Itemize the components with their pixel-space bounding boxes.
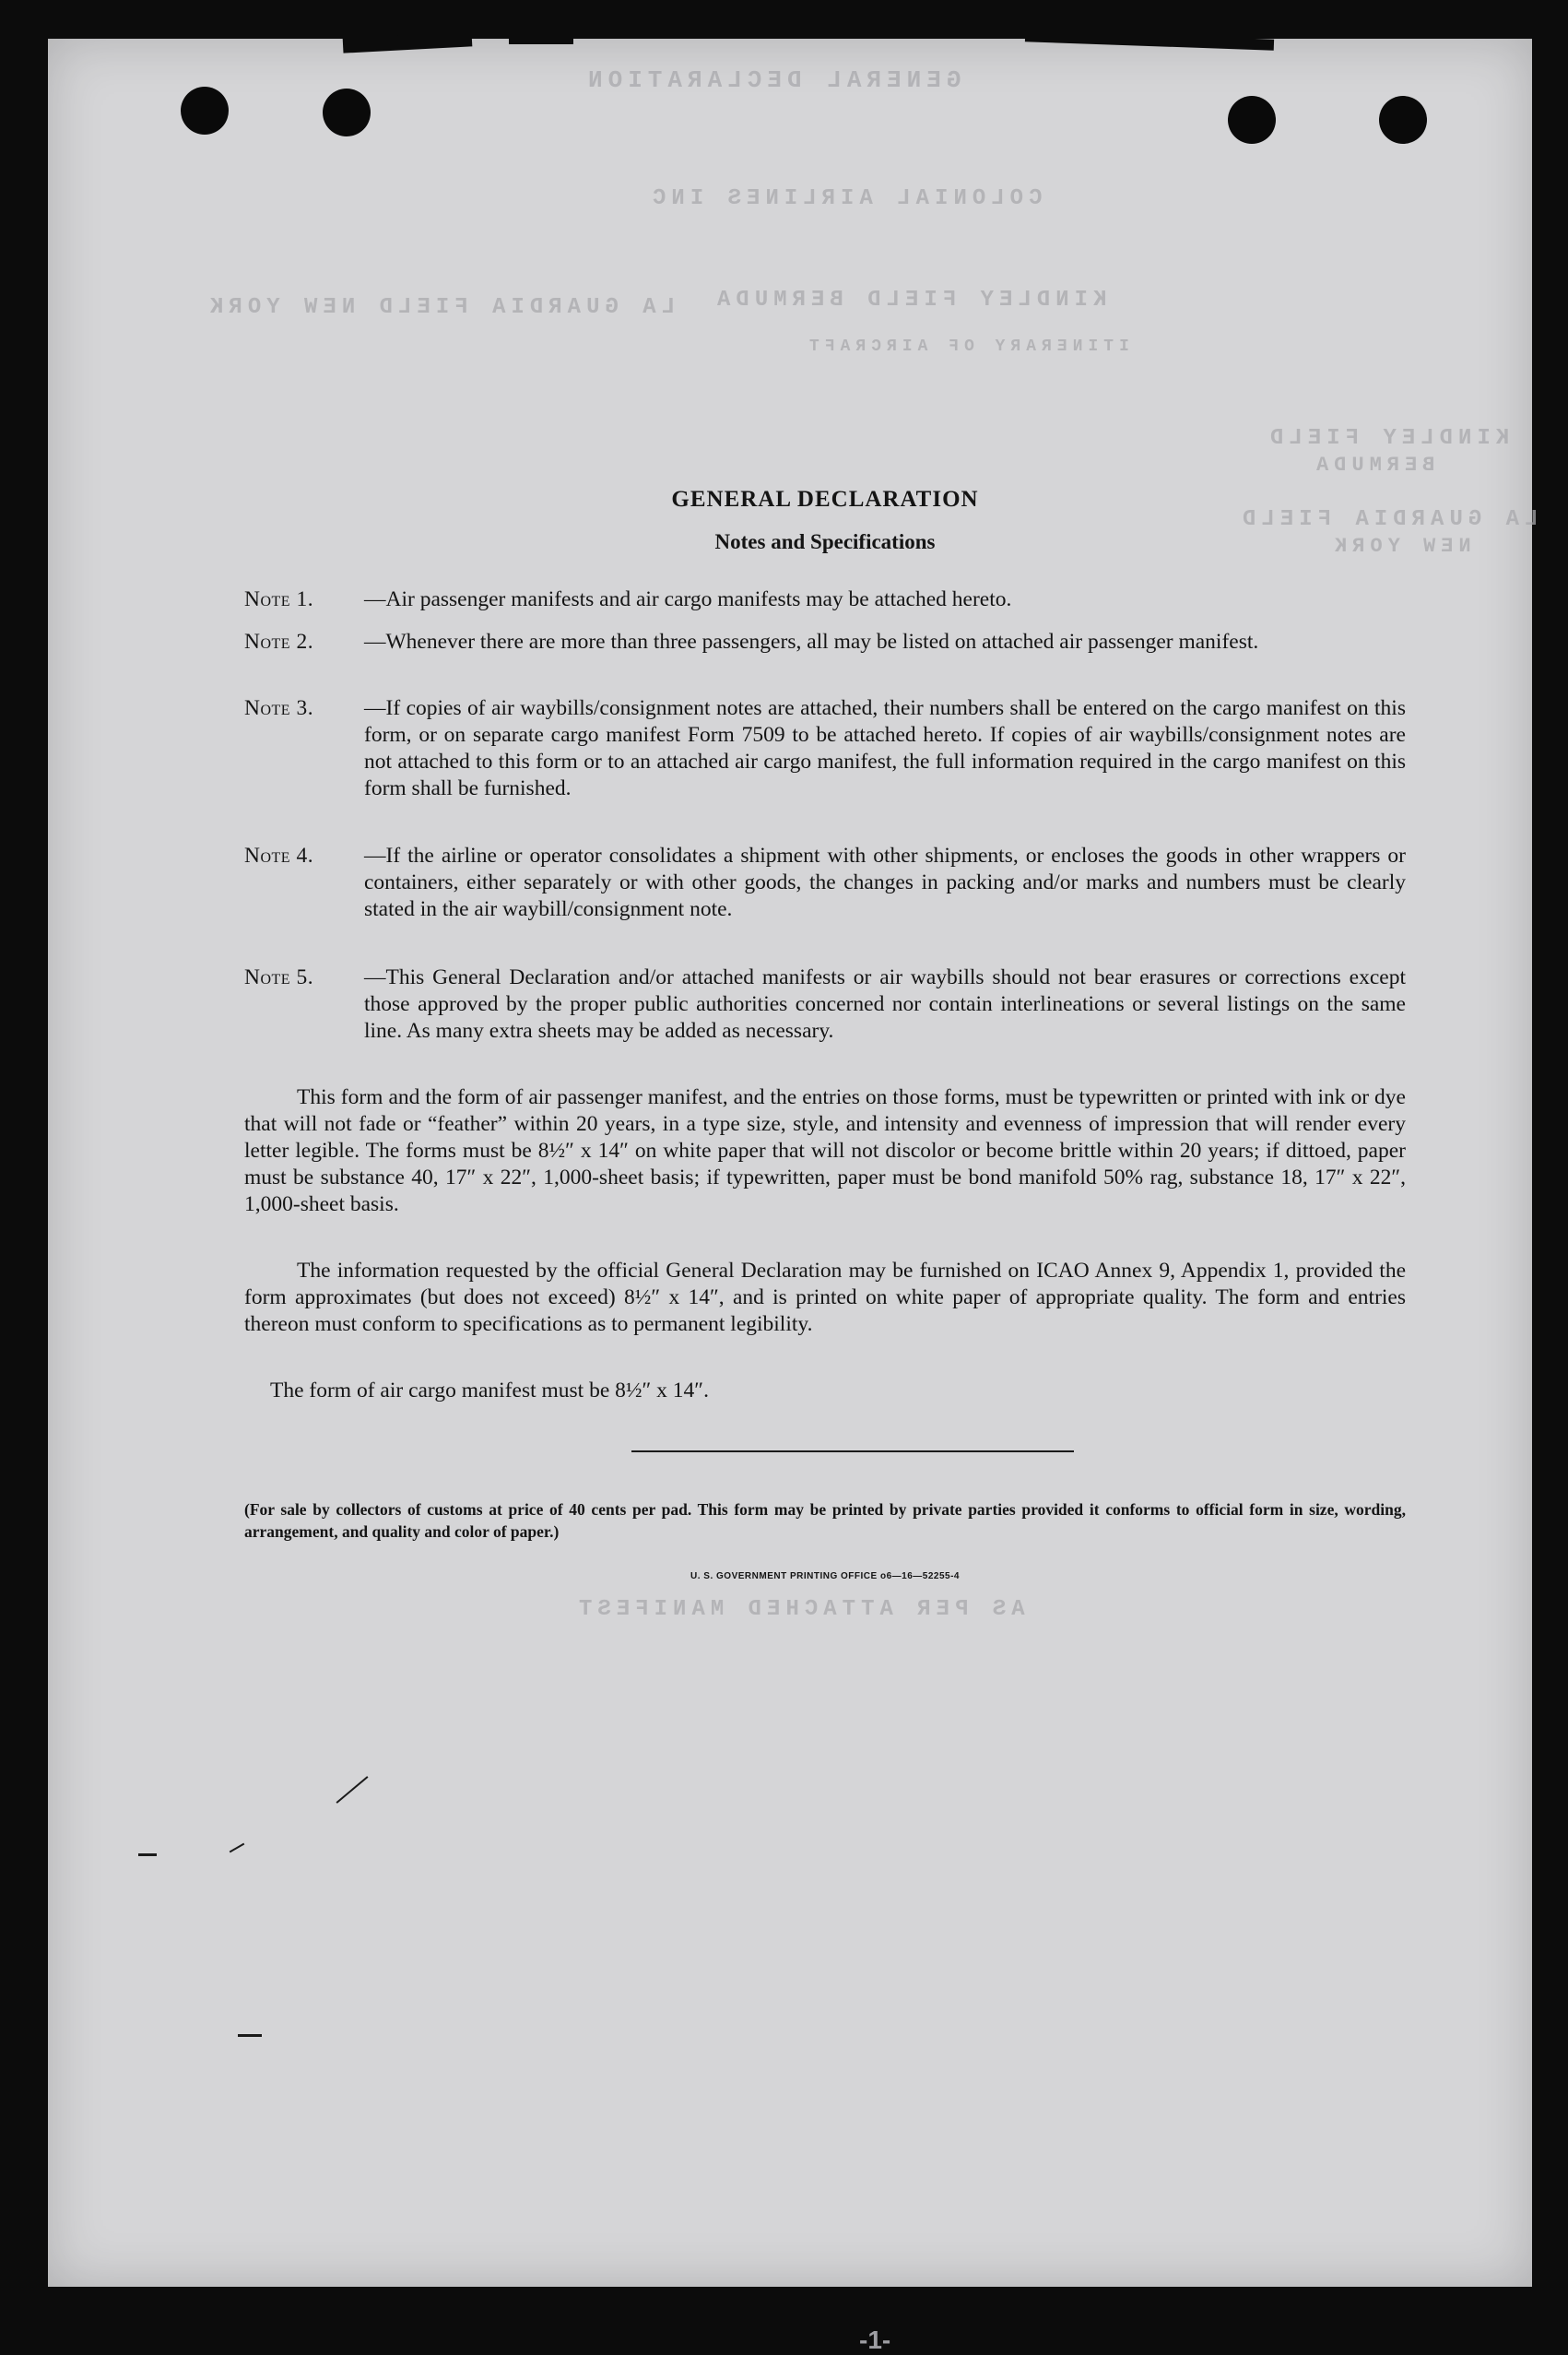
divider [631,1450,1074,1452]
show-through-airline: COLONIAL AIRLINES INC [647,186,1043,211]
show-through-origin: KINDLEY FIELD BERMUDA [712,288,1107,313]
show-through-place: NEW YORK [1329,535,1471,558]
note-text: —If copies of air waybills/consignment notes are attached, their numbers shall be entered on the cargo manifest on this form, or on separate cargo manifest Form 7509 to be attached hereto. If copies of air waybills/consignment notes are not attached to this form or to an attached air cargo manifest, the full information required in the cargo manifest on this form shall be furnished. [364,696,1406,800]
note-text: —Whenever there are more than three passengers, all may be listed on attached air passenger manifest. [364,630,1259,654]
show-through-place: KINDLEY FIELD [1265,426,1510,451]
note-label: Note 1. [244,587,314,611]
punch-hole [323,89,371,136]
pen-mark [238,2034,262,2037]
note-3 [244,695,1406,802]
punch-hole [1379,96,1427,144]
paper-spec-paragraph: This form and the form of air passenger manifest, and the entries on those forms, must be typewritten or printed with ink or dye that will not fade or “feather” within 20 years, in a type size, style, and intensity and evenness of impression that will render every letter legible. The forms must be 8½″ x 14″ on white paper that will not discolor or become brittle within 20 years; if dittoed, paper must be substance 40, 17″ x 22″, 1,000-sheet basis; if typewritten, paper must be bond manifold 50% rag, substance 18, 17″ x 22″, 1,000-sheet basis. [244,1085,1406,1216]
note-1 [244,586,1406,613]
pen-mark [138,1853,157,1856]
show-through-page-number: -1- [859,2325,891,2354]
sale-notice: (For sale by collectors of customs at price of 40 cents per pad. This form may be printed by private parties provided it conforms to official form in size, wording, arrangement, and quality and color of paper.) [244,1500,1406,1541]
note-text: —Air passenger manifests and air cargo manifests may be attached hereto. [364,587,1012,611]
note-label: Note 5. [244,965,314,989]
note-label: Note 2. [244,630,314,654]
page-subtitle: Notes and Specifications [714,530,936,553]
punch-hole [1228,96,1276,144]
cargo-manifest-paragraph: The form of air cargo manifest must be 8½″ x 14″. [270,1379,709,1402]
show-through-header: GENERAL DECLARATION [583,66,961,94]
show-through-manifest: AS PER ATTACHED MANIFEST [573,1597,1025,1622]
punch-hole [181,87,229,135]
page-title: GENERAL DECLARATION [671,487,979,512]
show-through-place: LA GUARDIA FIELD [1237,507,1539,532]
note-text: —If the airline or operator consolidates a shipment with other shipments, or encloses the goods in other wrappers or containers, either separately or with other goods, the changes in packing and/or marks and numbers must be clearly stated in the air waybill/consignment note. [364,844,1406,921]
show-through-place: BERMUDA [1311,454,1435,477]
icao-paragraph: The information requested by the official General Declaration may be furnished on ICAO Annex 9, Appendix 1, provided the form approximates (but does not exceed) 8½″ x 14″, and is printed on white paper of appropriate quality. The form and entries thereon must conform to specifications as to permanent legibility. [244,1259,1406,1336]
show-through-itinerary: ITINERARY OF AIRCRAFT [804,337,1129,356]
printer-line: U. S. GOVERNMENT PRINTING OFFICE o6—16—52255-4 [690,1571,960,1581]
torn-edge [1025,30,1274,50]
note-label: Note 4. [244,844,314,868]
torn-edge [343,31,473,53]
note-5 [244,964,1406,1045]
note-2 [244,629,1406,656]
show-through-destination: LA GUARDIA FIELD NEW YORK [205,295,676,320]
note-text: —This General Declaration and/or attached manifests or air waybills should not bear erasures or corrections except those approved by the proper public authorities concerned nor contain interlineations or several listings on the same line. As many extra sheets may be added as necessary. [364,965,1406,1043]
note-4 [244,843,1406,923]
torn-edge [509,35,573,44]
note-label: Note 3. [244,696,314,720]
